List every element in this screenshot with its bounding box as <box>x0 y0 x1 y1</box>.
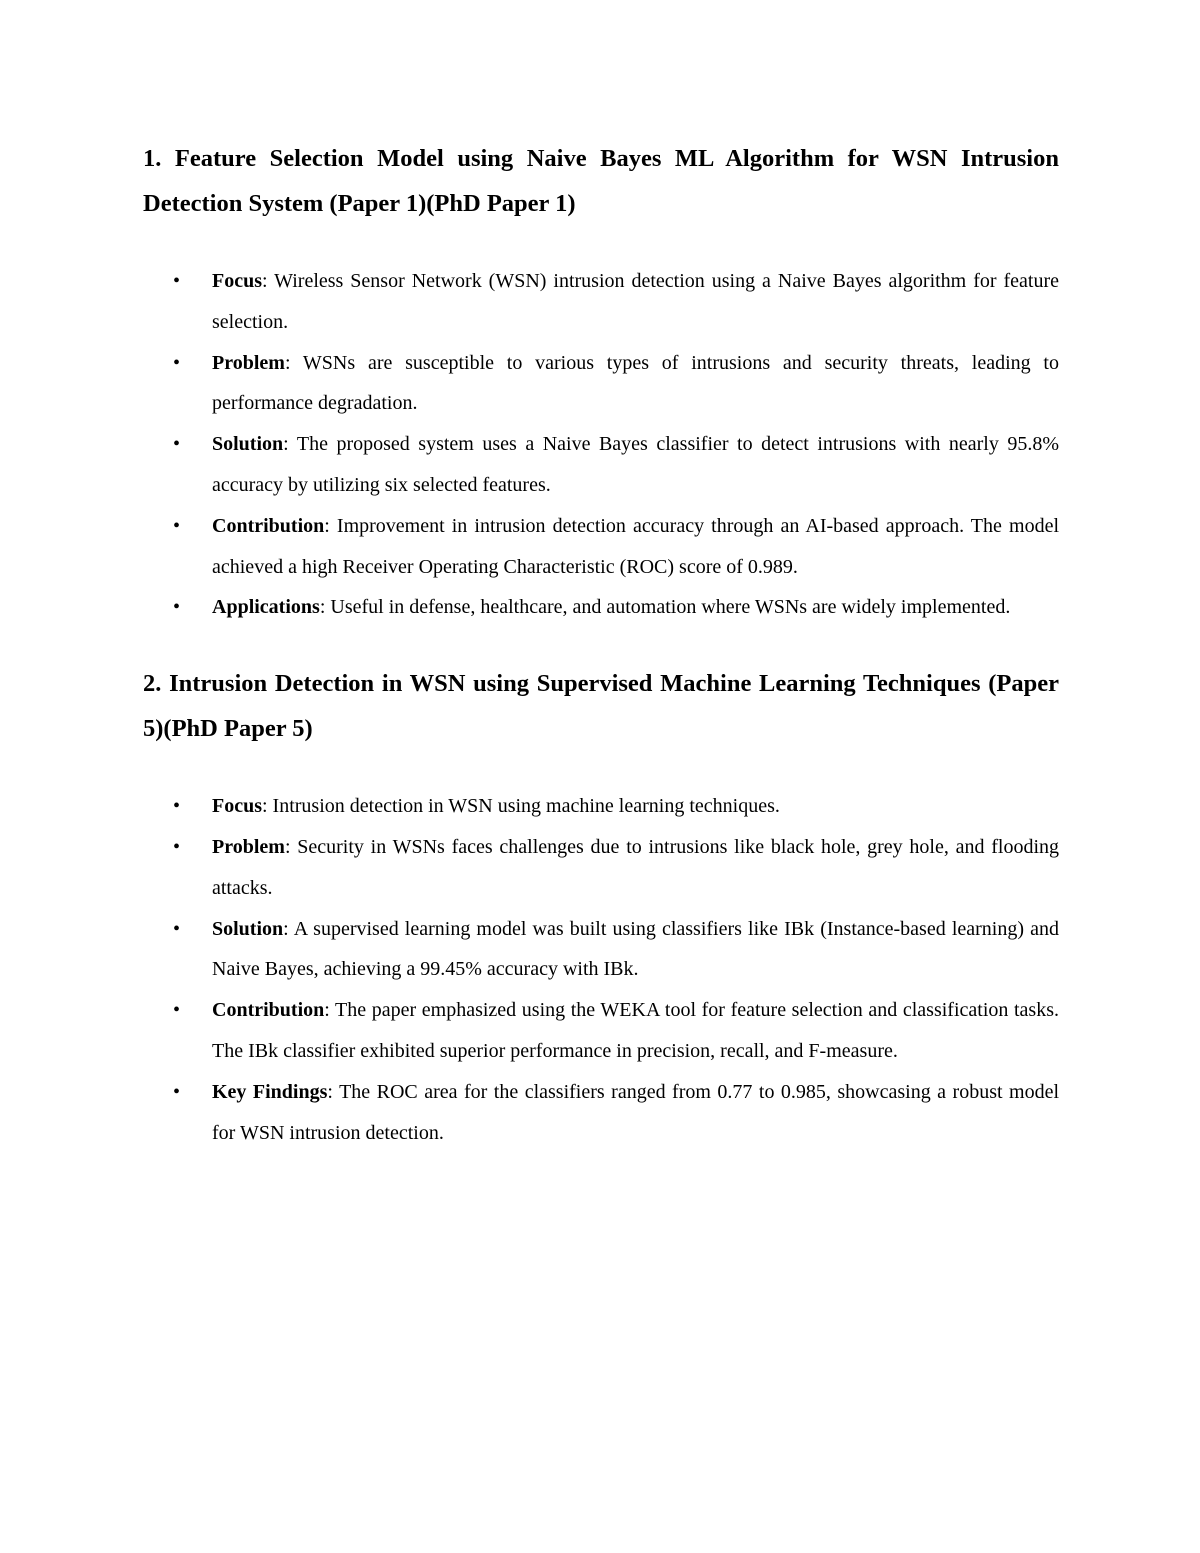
bullet-icon: • <box>173 351 181 374</box>
bullet-icon: • <box>173 596 181 619</box>
item-text: : Intrusion detection in WSN using machine learning techniques. <box>262 795 780 818</box>
list-item <box>143 261 1059 343</box>
item-term: Solution <box>212 433 284 456</box>
item-term: Problem <box>212 835 285 858</box>
item-term: Focus <box>212 795 262 818</box>
section-1-heading: 1. Feature Selection Model using Naive Bayes ML Algorithm for WSN Intrusion Detection System (Paper 1)(PhD Paper 1) <box>143 145 1059 217</box>
section-2-list <box>143 786 1059 1153</box>
list-item <box>143 827 1059 909</box>
section-2-heading: 2. Intrusion Detection in WSN using Supervised Machine Learning Techniques (Paper 5)(PhD Paper 5) <box>143 670 1059 743</box>
item-text: : Wireless Sensor Network (WSN) intrusion detection using a Naive Bayes algorithm for feature selection. <box>212 270 1059 333</box>
item-text: : The paper emphasized using the WEKA tool for feature selection and classification tasks. The IBk classifier exhibited superior performance in precision, recall, and F-measure. <box>212 999 1059 1062</box>
item-text: : The ROC area for the classifiers ranged from 0.77 to 0.985, showcasing a robust model for WSN intrusion detection. <box>212 1080 1060 1144</box>
item-term: Contribution <box>212 514 325 537</box>
list-item <box>143 909 1059 991</box>
document-page <box>143 136 1059 1153</box>
list-item <box>143 786 1059 827</box>
bullet-icon: • <box>173 433 181 456</box>
item-text: : The proposed system uses a Naive Bayes classifier to detect intrusions with nearly 95.8% accuracy by utilizing six selected features. <box>212 433 1059 496</box>
item-text: : Useful in defense, healthcare, and automation where WSNs are widely implemented. <box>319 596 1011 619</box>
item-text: : Security in WSNs faces challenges due to intrusions like black hole, grey hole, and flooding attacks. <box>212 835 1059 899</box>
bullet-icon: • <box>173 795 181 818</box>
item-term: Problem <box>212 351 285 374</box>
list-item <box>143 1072 1059 1154</box>
list-item <box>143 343 1059 425</box>
item-term: Focus <box>212 270 262 292</box>
item-text: : Improvement in intrusion detection accuracy through an AI-based approach. The model achieved a high Receiver Operating Characteristic (ROC) score of 0.989. <box>212 514 1059 578</box>
list-item <box>143 506 1059 588</box>
item-term: Applications <box>212 596 320 619</box>
item-term: Contribution <box>212 999 325 1022</box>
item-text: : A supervised learning model was built using classifiers like IBk (Instance-based learning) and Naive Bayes, achieving a 99.45% accuracy with IBk. <box>212 917 1059 981</box>
bullet-icon: • <box>173 1080 181 1103</box>
item-term: Key Findings <box>212 1080 328 1103</box>
bullet-icon: • <box>173 270 181 292</box>
bullet-icon: • <box>173 514 181 537</box>
bullet-icon: • <box>173 835 181 858</box>
item-text: : WSNs are susceptible to various types of intrusions and security threats, leading to performance degradation. <box>212 351 1059 415</box>
bullet-icon: • <box>173 917 181 940</box>
list-item <box>143 587 1059 628</box>
item-term: Solution <box>212 917 284 940</box>
bullet-icon: • <box>173 999 181 1022</box>
section-1-list <box>143 261 1059 628</box>
list-item <box>143 424 1059 506</box>
list-item <box>143 990 1059 1072</box>
